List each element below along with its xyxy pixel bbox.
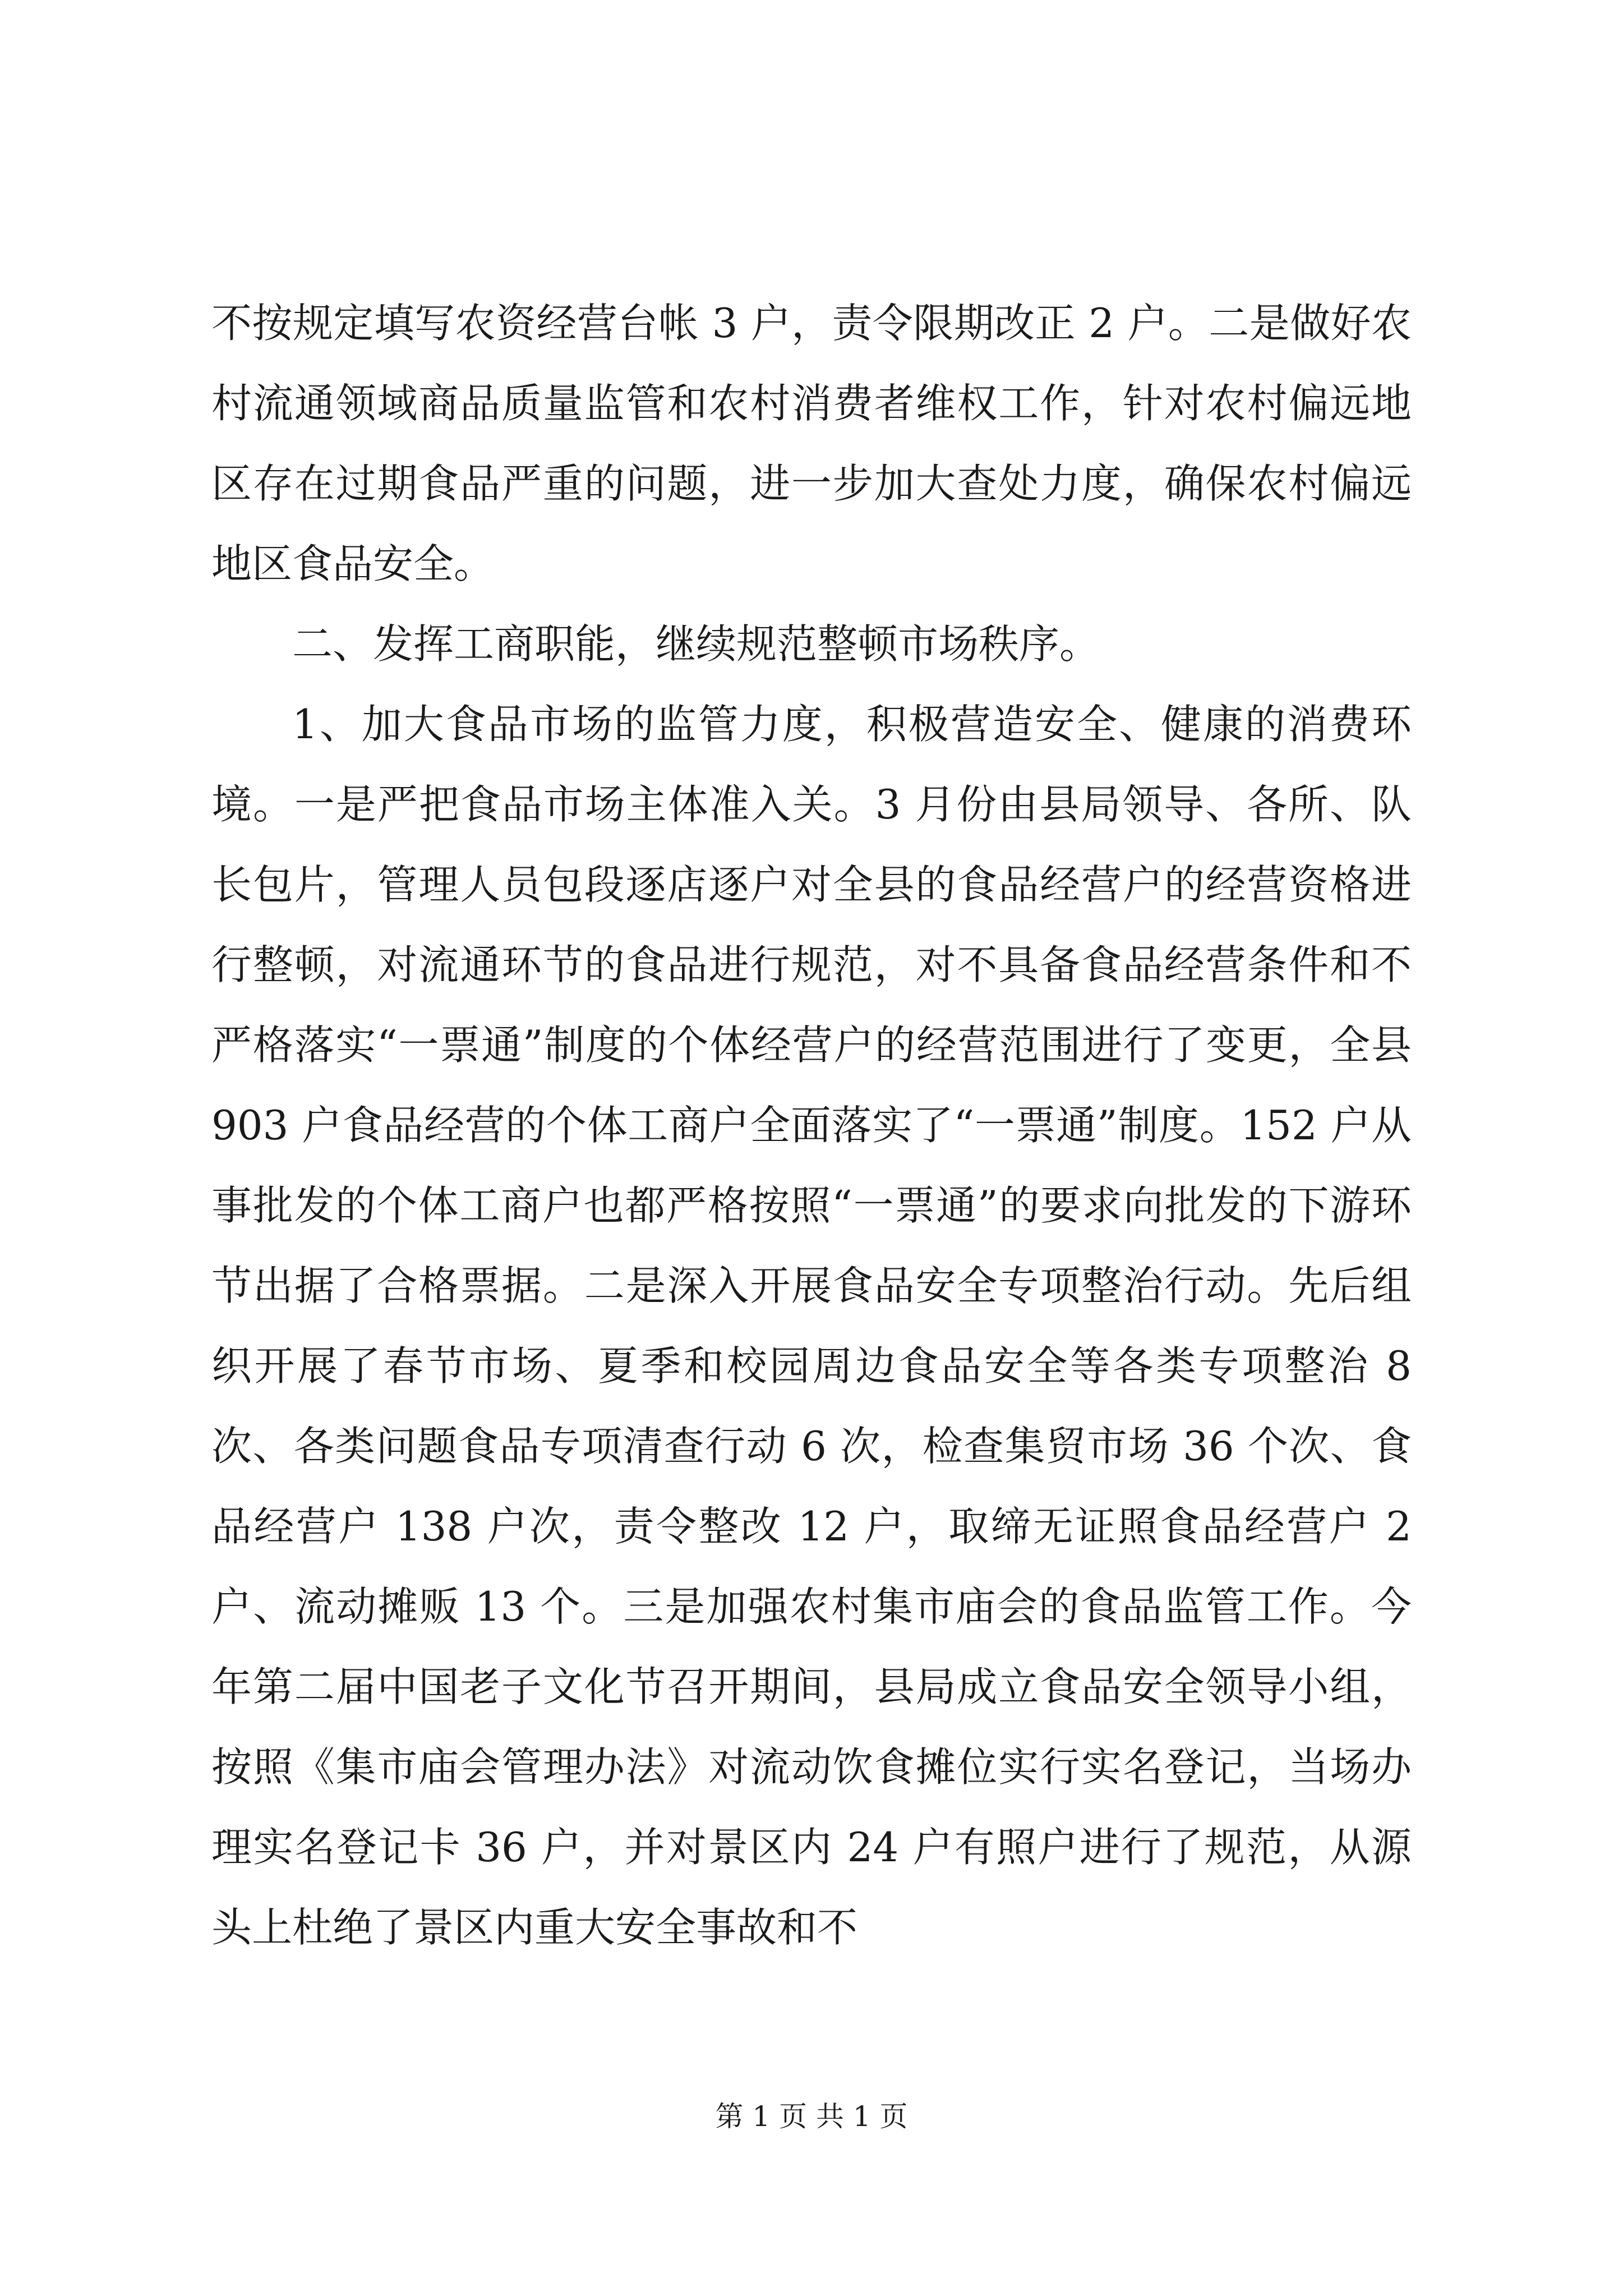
- document-body: [211, 283, 1412, 1968]
- paragraph-continuation: 不按规定填写农资经营台帐 3 户，责令限期改正 2 户。二是做好农村流通领域商品质量监管和农村消费者维权工作，针对农村偏远地区存在过期食品严重的问题，进一步加大查处力度，确保农村偏远地区食品安全。: [211, 300, 1412, 587]
- paragraph-food-supervision: 1、加大食品市场的监管力度，积极营造安全、健康的消费环境。一是严把食品市场主体准入关。3 月份由县局领导、各所、队长包片，管理人员包段逐店逐户对全县的食品经营户的经营资格进行整顿，对流通环节的食品进行规范，对不具备食品经营条件和不严格落实“一票通”制度的个体经营户的经营范围进行了变更，全县 903 户食品经营的个体工商户全面落实了“一票通”制度。152 户从事批发的个体工商户也都严格按照“一票通”的要求向批发的下游环节出据了合格票据。二是深入开展食品安全专项整治行动。先后组织开展了春节市场、夏季和校园周边食品安全等各类专项整治 8 次、各类问题食品专项清查行动 6 次，检查集贸市场 36 个次、食品经营户 138 户次，责令整改 12 户，取缔无证照食品经营户 2 户、流动摊贩 13 个。三是加强农村集市庙会的食品监管工作。今年第二届中国老子文化节召开期间，县局成立食品安全领导小组，按照《集市庙会管理办法》对流动饮食摊位实行实名登记，当场办理实名登记卡 36 户，并对景区内 24 户有照户进行了规范，从源头上杜绝了景区内重大安全事故和不: [211, 701, 1412, 1951]
- page-footer: 第 1 页 共 1 页: [715, 2100, 908, 2133]
- section-heading: 二、发挥工商职能，继续规范整顿市场秩序。: [292, 620, 1100, 668]
